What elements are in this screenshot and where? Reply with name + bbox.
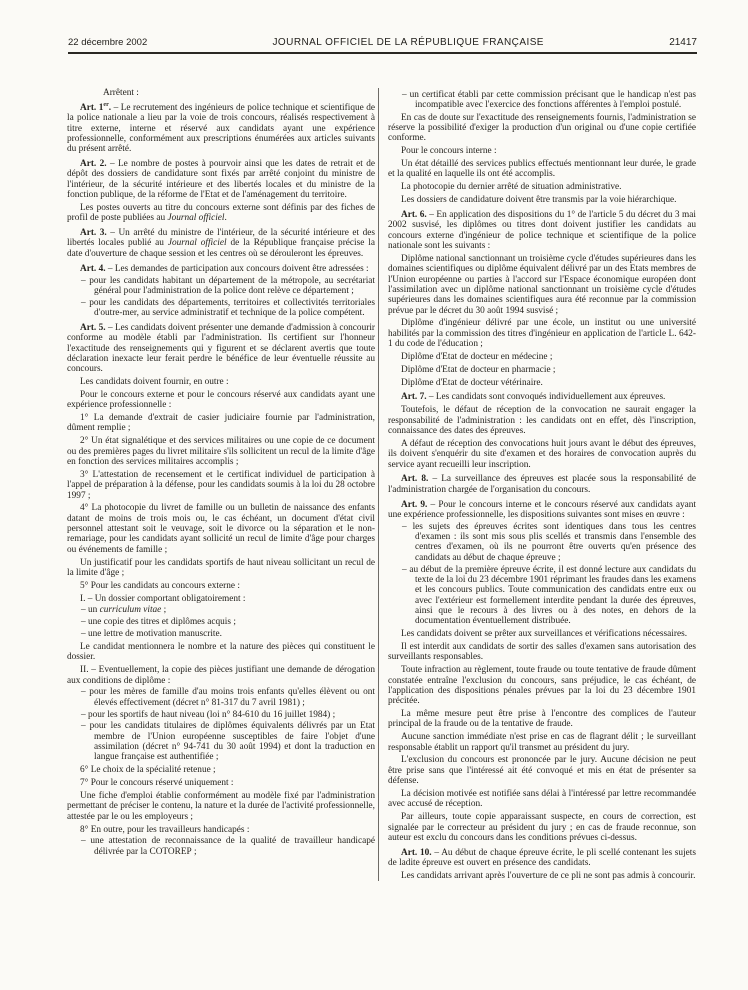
article-number: Art. 10. — [401, 847, 432, 858]
paragraph: I. – Un dossier comportant obligatoirement : — [80, 593, 246, 604]
paragraph: Diplôme d'Etat de docteur vétérinaire. — [401, 377, 543, 388]
article-number: Art. 1er. — [80, 101, 112, 113]
list-item: – pour les candidats des départements, territoires et collectivités territoriales d'outre-mer, au service administratif et technique de la police compétent. — [81, 297, 375, 319]
paragraph: La décision motivée est notifiée sans délai à l'intéressé par lettre recommandée avec accusé de réception. — [388, 788, 696, 810]
list-item: – pour les mères de famille d'au moins trois enfants qu'elles élèvent ou ont élevés effectivement (décret n° 81-317 du 7 avril 1981) ; — [81, 687, 375, 708]
article-paragraph: Art. 6. – En application des dispositions du 1° de l'article 5 du décret du 3 mai 2002 susvisé, les diplômes ou titres dont doivent justifier les candidats au concours externe d'ingénieur de police technique et scientifique de la police nationale sont les suivants : — [388, 209, 696, 251]
paragraph: Une fiche d'emploi établie conformément au modèle fixé par l'administration permettant de préciser le contenu, la nature et la durée de l'activité professionnelle, attestée par le ou les employeurs ; — [67, 790, 375, 822]
list-item: – au début de la première épreuve écrite, il est donné lecture aux candidats du texte de la loi du 23 décembre 1901 réprimant les fraudes dans les examens et les concours publics. Toute communication des candidats entre eux ou avec l'extérieur est formellement interdite pendant la durée des épreuves, ainsi que le recours à des livres ou à des notes, en dehors de la documentation éventuellement distribuée. — [402, 564, 696, 627]
list-item: – une copie des titres et diplômes acquis ; — [81, 617, 236, 628]
paragraph: Les dossiers de candidature doivent être transmis par la voie hiérarchique. — [401, 195, 677, 206]
paragraph: Arrêtent : — [103, 88, 139, 98]
article-number: Art. 4. — [80, 263, 106, 274]
page-number: 21417 — [669, 37, 697, 48]
paragraph: Toute infraction au règlement, toute fraude ou toute tentative de fraude dûment constatée entraîne l'exclusion du concours, sans préjudice, le cas échéant, de l'application des dispositions pénales prévues par la loi du 23 décembre 1901 précitée. — [388, 665, 696, 707]
paragraph: 1° La demande d'extrait de casier judiciaire fournie par l'administration, dûment remplie ; — [67, 413, 375, 434]
paragraph: Diplôme d'ingénieur délivré par une école, un institut ou une université habilités par la commission des titres d'ingénieur en application de l'article L. 642-1 du code de l'éducation ; — [388, 318, 696, 350]
journal-title: JOURNAL OFFICIEL DE LA RÉPUBLIQUE FRANÇAISE — [272, 37, 544, 48]
article-number: Art. 2. — [80, 159, 107, 170]
article-paragraph: Art. 5. – Les candidats doivent présenter une demande d'admission à concourir conforme au modèle établi par l'administration. Ils certifient sur l'honneur l'exactitude des renseignements qui y figurent et se déclarent avertis que toute déclaration inexacte leur ferait perdre le bénéfice de leur éventuelle réussite au concours. — [67, 322, 375, 375]
paragraph: 6° Le choix de la spécialité retenue ; — [80, 765, 216, 776]
paragraph: 5° Pour les candidats au concours externe : — [80, 580, 240, 591]
list-item: – pour les candidats habitant un département de la métropole, au secrétariat général pour l'administration de la police dont relève ce département ; — [81, 275, 375, 296]
article-number: Art. 6. — [401, 209, 427, 220]
article-paragraph: Art. 7. – Les candidats sont convoqués individuellement aux épreuves. — [401, 392, 666, 403]
paragraph: L'exclusion du concours est prononcée par le jury. Aucune décision ne peut être prise sans que l'intéressé ait été convoqué et mis en état de présenter sa défense. — [388, 755, 696, 787]
paragraph: Le candidat mentionnera le nombre et la nature des pièces qui constituent le dossier. — [67, 642, 375, 663]
paragraph: Les candidats doivent se prêter aux surveillances et vérifications nécessaires. — [401, 629, 688, 640]
article-number: Art. 5. — [80, 322, 106, 333]
paragraph: 2° Un état signalétique et des services militaires ou une copie de ce document ou des premières pages du livret militaire s'ils sollicitent un recul de la limite d'âge en fonction des services militaires accomplis ; — [67, 436, 375, 467]
list-item: – les sujets des épreuves écrites sont identiques dans tous les centres d'examen : ils sont mis sous plis scellés et transmis dans l'ensemble des centres d'examen, où ils ne pourront être ouverts qu'en présence des candidats au début de chaque épreuve ; — [402, 521, 696, 563]
article-number: Art. 8. — [401, 474, 429, 485]
paragraph: Par ailleurs, toute copie apparaissant suspecte, en cours de correction, est signalée par le correcteur au président du jury ; en cas de fraude reconnue, son auteur est exclu du concours dans les conditions prévues ci-dessus. — [388, 812, 696, 843]
paragraph: II. – Eventuellement, la copie des pièces justifiant une demande de dérogation aux conditions de diplôme : — [67, 665, 375, 686]
list-item: – pour les candidats titulaires de diplômes équivalents délivrés par un Etat membre de l'Union européenne susceptibles de faire l'objet d'une assimilation (décret n° 94-741 du 30 août 1994) et dont la traduction en langue française est authentifiée ; — [81, 721, 375, 763]
paragraph: En cas de doute sur l'exactitude des renseignements fournis, l'administration se réserve la possibilité d'exiger la production d'un original ou d'une copie certifiée conforme. — [388, 112, 696, 144]
column-right — [378, 88, 696, 881]
paragraph: 4° La photocopie du livret de famille ou un bulletin de naissance des enfants datant de moins de trois mois ou, le cas échéant, un document d'état civil personnel attestant soit le veuvage, soit le divorce ou la séparation et le non-remariage, pour les candidats ayant sollicité un recul de limite d'âge pour charges ou événements de famille ; — [67, 503, 375, 555]
paragraph: La même mesure peut être prise à l'encontre des complices de l'auteur principal de la fraude ou de la tentative de fraude. — [388, 709, 696, 730]
article-paragraph: Art. 10. – Au début de chaque épreuve écrite, le pli scellé contenant les sujets de ladite épreuve est ouvert en présence des candidats. — [388, 847, 696, 869]
paragraph: Un justificatif pour les candidats sportifs de haut niveau sollicitant un recul de la limite d'âge ; — [67, 557, 375, 578]
paragraph: Un état détaillé des services publics effectués mentionnant leur durée, le grade et la qualité en laquelle ils ont été accomplis. — [388, 159, 696, 180]
paragraph: Diplôme national sanctionnant un troisième cycle d'études supérieures dans les domaines scientifiques ou diplôme équivalent délivré par un des Etats membres de l'Union européenne ou parties à l'accord sur l'Espace économique européen dont l'assimilation avec un diplôme national sanctionnant un troisième cycle d'études supérieures dans les domaines scientifiques aura été reconnue par la commission prévue par le décret du 30 août 1994 susvisé ; — [388, 253, 696, 316]
article-paragraph: Art. 9. – Pour le concours interne et le concours réservé aux candidats ayant une expérience professionnelle, les dispositions suivantes sont mises en œuvre : — [388, 499, 696, 520]
article-paragraph: Art. 1er. – Le recrutement des ingénieurs de police technique et scientifique de la police nationale a lieu par la voie de trois concours, réalisés respectivement à titre externe, interne et réservé aux candidats ayant une expérience professionnelle, conformément aux prescriptions énumérées aux articles suivants du présent arrêté. — [67, 101, 376, 155]
paragraph: Diplôme d'Etat de docteur en médecine ; — [401, 351, 553, 362]
list-item: – un certificat établi par cette commission précisant que le handicap n'est pas incompatible avec l'exercice des fonctions afférentes à l'emploi postulé. — [402, 89, 696, 110]
paragraph: Toutefois, le défaut de réception de la convocation ne saurait engager la responsabilité de l'administration : les candidats ont en effet, dès l'inscription, connaissance des dates des épreuves. — [388, 405, 696, 436]
paragraph: 3° L'attestation de recensement et le certificat individuel de participation à l'appel de préparation à la défense, pour les candidats soumis à la loi du 28 octobre 1997 ; — [67, 469, 375, 501]
header-date: 22 décembre 2002 — [68, 37, 148, 48]
paragraph: 7° Pour le concours réservé uniquement : — [80, 778, 234, 789]
list-item: – une attestation de reconnaissance de la qualité de travailleur handicapé délivrée par la COTOREP ; — [81, 836, 375, 857]
article-number: Art. 3. — [80, 228, 107, 239]
article-number: Art. 9. — [401, 499, 428, 510]
paragraph: A défaut de réception des convocations huit jours avant le début des épreuves, ils doivent s'enquérir du site d'examen et des horaires de convocation auprès du service ayant recueilli leur inscription. — [388, 438, 696, 470]
paragraph: Les postes ouverts au titre du concours externe sont définis par des fiches de profil de poste publiées au Journal officiel. — [67, 202, 375, 224]
paragraph: Les candidats doivent fournir, en outre : — [80, 377, 229, 388]
article-paragraph: Art. 8. – La surveillance des épreuves est placée sous la responsabilité de l'administration chargée de l'organisation du concours. — [388, 474, 696, 495]
article-number: Art. 7. — [401, 392, 427, 403]
list-item: – un curriculum vitae ; — [81, 605, 167, 616]
paragraph: Les candidats arrivant après l'ouverture de ce pli ne sont pas admis à concourir. — [401, 870, 696, 881]
list-item: – pour les sportifs de haut niveau (loi n° 84-610 du 16 juillet 1984) ; — [81, 709, 336, 720]
document-body — [67, 88, 697, 881]
page-header — [68, 37, 697, 54]
column-left — [67, 88, 375, 881]
paragraph: Il est interdit aux candidats de sortir des salles d'examen sans autorisation des surveillants responsables. — [388, 642, 696, 663]
paragraph: La photocopie du dernier arrêté de situation administrative. — [401, 182, 622, 193]
paragraph: Pour le concours interne : — [401, 146, 497, 157]
paragraph: Aucune sanction immédiate n'est prise en cas de flagrant délit ; le surveillant responsable établit un rapport qu'il transmet au président du jury. — [388, 732, 696, 753]
article-paragraph: Art. 2. – Le nombre de postes à pourvoir ainsi que les dates de retrait et de dépôt des dossiers de candidature sont fixés par arrêté conjoint du ministre de l'intérieur, de la sécurité intérieure et des libertés locales et du ministre de la fonction publique, de la réforme de l'Etat et de l'aménagement du territoire. — [67, 159, 375, 201]
paragraph: Pour le concours externe et pour le concours réservé aux candidats ayant une expérience professionnelle : — [67, 389, 375, 411]
list-item: – une lettre de motivation manuscrite. — [81, 629, 222, 640]
article-paragraph: Art. 3. – Un arrêté du ministre de l'intérieur, de la sécurité intérieure et des libertés locales publié au Journal officiel de la République française précise la date d'ouverture de chaque session et les centres où se dérouleront les épreuves. — [67, 228, 376, 259]
paragraph: Diplôme d'Etat de docteur en pharmacie ; — [401, 364, 556, 375]
article-paragraph: Art. 4. – Les demandes de participation aux concours doivent être adressées : — [80, 263, 369, 274]
header-rule — [68, 52, 697, 54]
paragraph: 8° En outre, pour les travailleurs handicapés : — [80, 824, 250, 835]
